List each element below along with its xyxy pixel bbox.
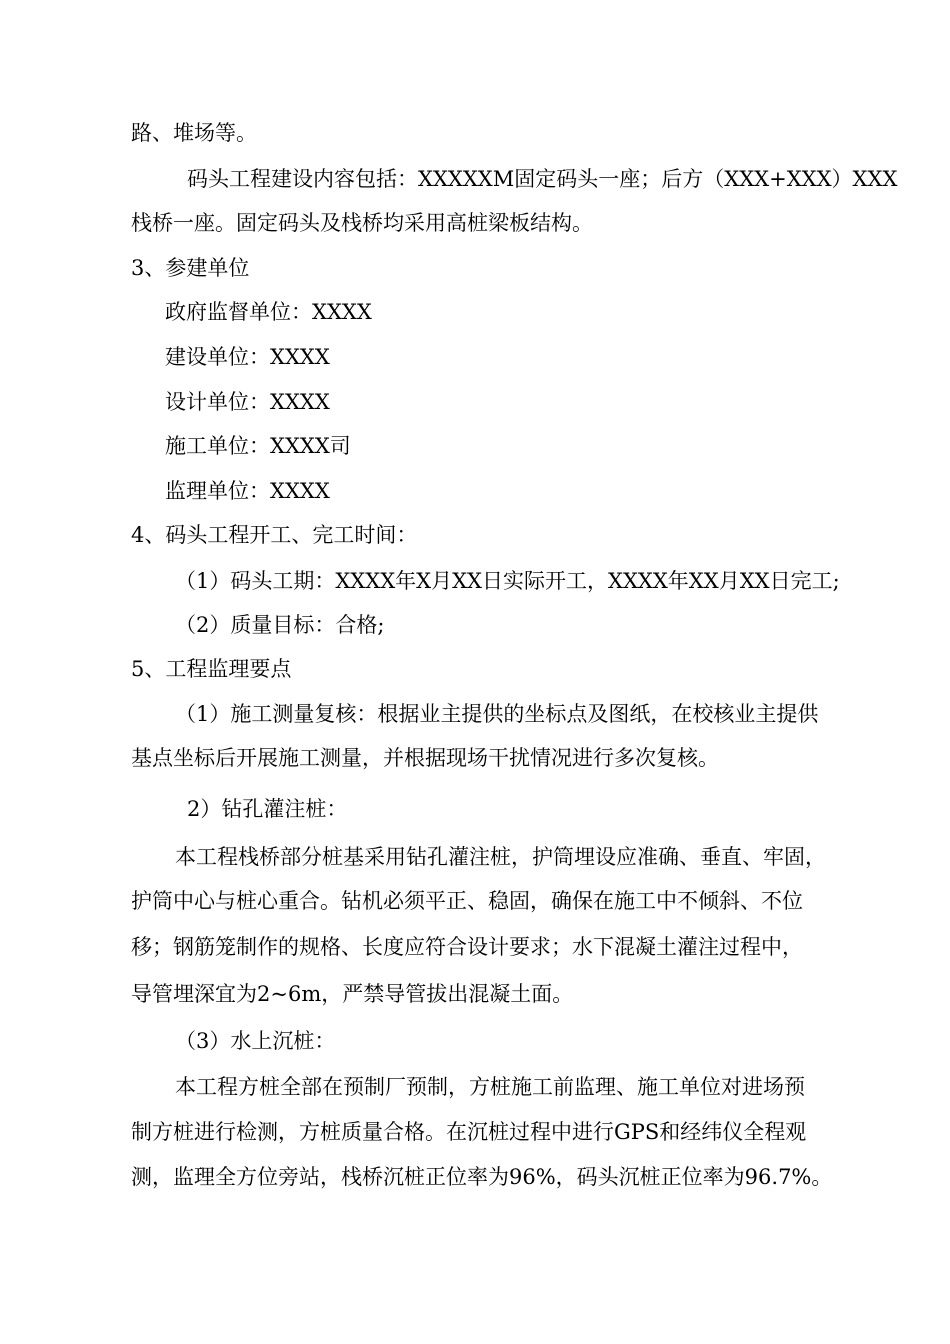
text-line: （1）码头工期：XXXX年X月XX日实际开工，XXXX年XX月XX日完工; [175,569,840,593]
text-line: 政府监督单位：XXXX [165,300,372,324]
text-line: 本工程栈桥部分桩基采用钻孔灌注桩，护筒埋设应准确、垂直、牢固， [175,845,826,869]
text-line: 建设单位：XXXX [165,345,330,369]
text-line: 监理单位：XXXX [165,479,330,503]
text-line: 移；钢筋笼制作的规格、长度应符合设计要求；水下混凝土灌注过程中， [131,935,803,959]
text-line: 基点坐标后开展施工测量，并根据现场干扰情况进行多次复核。 [131,746,719,770]
text-line: 路、堆场等。 [131,121,257,145]
section-heading: 5、工程监理要点 [131,657,292,681]
text-line: （1）施工测量复核：根据业主提供的坐标点及图纸，在校核业主提供 [175,702,819,726]
section-heading: 3、参建单位 [131,256,250,280]
text-line: 设计单位：XXXX [165,390,330,414]
text-line: 制方桩进行检测，方桩质量合格。在沉桩过程中进行GPS和经纬仪全程观 [131,1120,807,1144]
text-line: 测，监理全方位旁站，栈桥沉桩正位率为96%，码头沉桩正位率为96.7%。 [131,1165,833,1189]
section-heading: 4、码头工程开工、完工时间： [131,523,418,547]
subsection-heading: （3）水上沉桩： [175,1029,336,1053]
text-line: （2）质量目标：合格; [175,613,385,637]
text-line: 本工程方桩全部在预制厂预制，方桩施工前监理、施工单位对进场预 [175,1075,805,1099]
text-line: 护筒中心与桩心重合。钻机必须平正、稳固，确保在施工中不倾斜、不位 [131,889,803,913]
subsection-heading: 2）钻孔灌注桩： [187,797,348,821]
text-line: 导管埋深宜为2~6m，严禁导管拔出混凝土面。 [131,982,574,1006]
text-line: 施工单位：XXXX司 [165,434,351,458]
text-line: 栈桥一座。固定码头及栈桥均采用高桩梁板结构。 [131,211,593,235]
text-line: 码头工程建设内容包括：XXXXXM固定码头一座；后方（XXX+XXX）XXX [187,167,898,191]
